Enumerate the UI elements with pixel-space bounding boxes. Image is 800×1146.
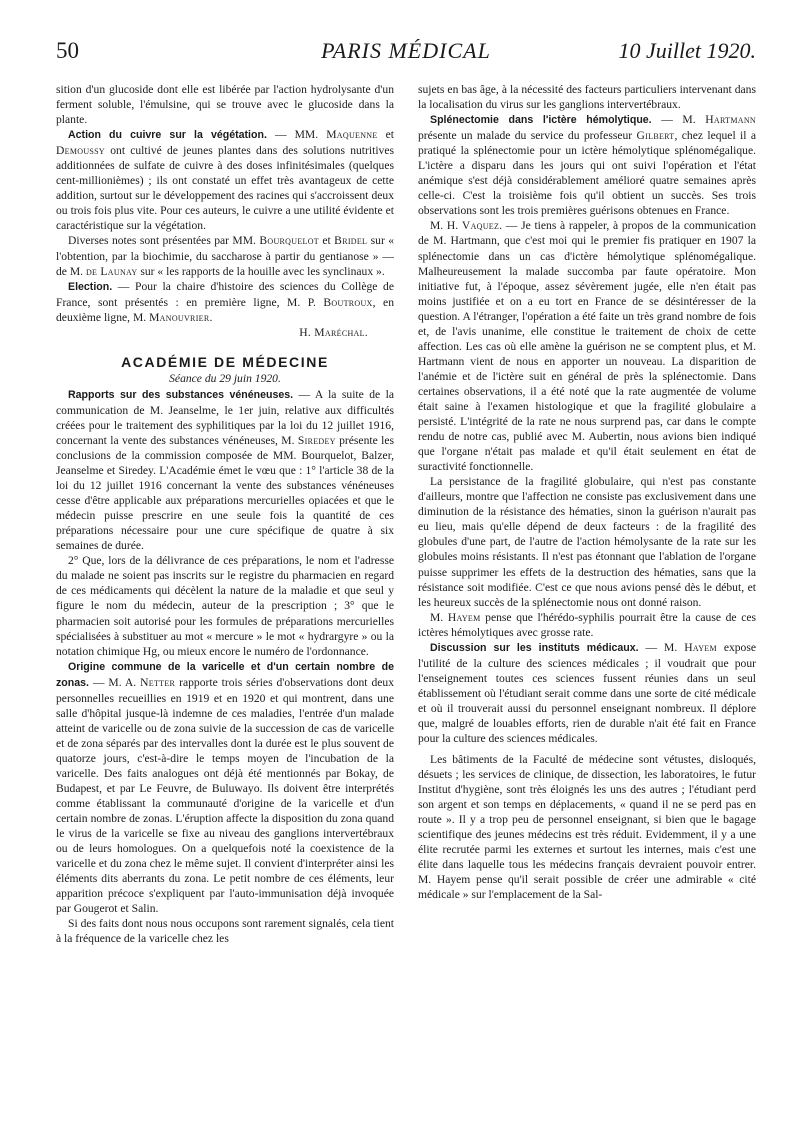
paragraph: Action du cuivre sur la végétation. — MM. Maquenne et Demoussy ont cultivé de jeunes plantes dans des solutions nutritives additionnées de sulfate de cuivre à des doses infinitésimales (quelques cent-millionièmes) ; ils ont constaté un effet très avantageux de cette addition, surtout sur le développement des racines qui s'accroissent deux ou trois fois plus vite. Pour ces auteurs, le cuivre a une utilité évidente et caractéristique sur la végétation. [56,128,394,233]
paragraph: M. H. Vaquez. — Je tiens à rappeler, à propos de la communication de M. Hartmann, que c'est moi qui le premier fis pratiquer en 1907 la splénectomie dans un cas d'ictère hémolytique splénomégalique. Malheureusement la malade succomba par faute opératoire. Mon initiative fut, à l'époque, assez sévèrement jugée, elle n'en était pas moins justifiée et on a eu tort en France de se désintéresser de la question. A l'étranger, l'opération a été faite un très grand nombre de fois et, de l'avis unanime, elle constitue le traitement de choix de cette affection. Les cas où elle amène la guérison ne se comptent plus, et M. Hartmann vient de nous en apporter un nouveau. La disparition de l'anémie et de l'ictère suit en général de près la splénectomie. Dans certaines observations, il a été noté que la rate augmentée de volume était saine à l'examen histologique et que la fragilité globulaire a persisté. L'intégrité de la rate ne nous surprend pas, car dans le compte rendu de notre cas, publié avec M. Aubertin, nous avions bien indiqué que l'organe n'était pas malade et qu'il était seulement en état de suractivité fonctionnelle. [418,219,756,474]
person-name: Siredey [297,433,336,447]
run-in-heading: Discussion sur les instituts médicaux. [430,641,639,654]
person-name: Bridel [334,234,368,248]
session-date: Séance du 29 juin 1920. [169,371,281,385]
run-in-heading: Origine commune de la varicelle et d'un certain nombre de zonas. [56,660,394,689]
page-header [56,36,756,76]
section-title: ACADÉMIE DE MÉDECINE [121,353,329,370]
run-in-heading: Rapports sur des substances vénéneuses. [68,388,294,401]
paragraph: Diverses notes sont présentées par MM. Bourquelot et Bridel sur « l'obtention, par la biochimie, du saccharose à partir du gentianose » — de M. de Launay sur « les rapports de la houille avec les synclinaux ». [56,234,394,278]
paragraph: Les bâtiments de la Faculté de médecine sont vétustes, disloqués, désuets ; les services de clinique, de dissection, les laboratoires, le futur Institut d'hygiène, sont très éloignés les uns des autres ; l'étudiant perd son argent et son temps en déplacements, « quand il ne se perd pas en route ». Il y a trop peu de personnel enseignant, si bien que le bagage scientifique des jeunes médecins est très réduit. Evidemment, il y a une élite recrutée parmi les externes et surtout les internes, mais c'est une élite dans laquelle tous les médecins français devraient pouvoir entrer. M. Hayem pense qu'il serait possible de créer une admirable « cité médicale » sur l'emplacement de la Sal- [418,753,756,902]
person-name: Netter [140,675,176,689]
paragraph: Si des faits dont nous nous occupons sont rarement signalés, cela tient à la fréquence de la varicelle chez les [56,917,394,946]
paragraph: M. Hayem pense que l'hérédo-syphilis pourrait être la cause de ces ictères hémolytiques avec grosse rate. [418,610,756,639]
person-name: Vaquez [461,219,500,233]
running-title: PARIS MÉDICAL [321,38,491,63]
person-name: Hayem [684,640,717,654]
person-name: de Launay [85,264,138,278]
person-name: Gilbert [636,129,675,143]
paragraph: Election. — Pour la chaire d'histoire des sciences du Collège de France, sont présentés : en première ligne, M. P. Boutroux, en deuxième ligne, M. Manouvrier. [56,279,394,324]
person-name: Boutroux [323,295,373,309]
right-column [418,82,756,1122]
person-name: Hayem [447,610,481,624]
paragraph: La persistance de la fragilité globulaire, qui n'est pas constante d'ailleurs, montre que l'affection ne consiste pas exclusivement dans une diminution de la résistance des hématies, sinon la guérison n'aurait pas eu lieu, mais qu'elle dépend de deux facteurs : de la fragilité des globules d'une part, de l'autre de l'action hémolysante de la rate sur les globules moins résistants. Il n'est pas étonnant que l'ablation de l'organe puisse supprimer les effets de la destruction des hématies, sans que la résistance soit modifiée. C'est ce que nous avions pensé dès le début, et les heureux succès de la splénectomie nous ont donné raison. [418,475,756,609]
paragraph: 2° Que, lors de la délivrance de ces préparations, le nom et l'adresse du malade ne soient pas inscrits sur le registre du pharmacien en regard de ces médicaments qui décèlent la nature de la maladie et que seul y figure le nom du médecin, auteur de la prescription ; 3° que le pharmacien soit autorisé pour les formules de préparations mercurielles spécialisées à substituer au mot « mercure » le mot « hydrargyre » ou la notation chimique Hg, ou mieux encore le numéro de l'ordonnance. [56,554,394,658]
paragraph: sition d'un glucoside dont elle est libérée par l'action hydrolysante d'un ferment soluble, l'émulsine, qui se trouve avec le glucoside dans la plante. [56,83,394,127]
left-column [56,82,394,1122]
run-in-heading: Action du cuivre sur la végétation. [68,129,267,142]
paragraph: Origine commune de la varicelle et d'un certain nombre de zonas. — M. A. Netter rapporte trois séries d'observations dont deux personnelles recueillies en 1919 et en 1920 et qui montrent, dans une salle d'hôpital jusque-là indemne de ces maladies, l'entrée d'un malade atteint de varicelle ou de zona suivie de la succession de cas de varicelle et de zona séparés par des intervalles dont la durée est le plus souvent de quatorze jours, c'est-à-dire le temps moyen de l'incubation de la varicelle. Des faits analogues ont déjà été mentionnés par Bokay, de Budapest, et par Le Feuvre, de Buluwayo. Ils doivent être interprétés comme établissant la communauté d'origine de la varicelle et d'un certain nombre de zonas. L'éruption affecte la disposition du zona quand le virus de la varicelle se fixe au niveau des ganglions intervertébraux ou de leurs homologues. On a quelquefois noté la coexistence de la varicelle et du zona chez le même sujet. Il convient d'interpréter ainsi les éléments dits aberrants du zona. Le petit nombre de ces éléments, leur apparition précoce s'expliquent par l'auto-immunisation déjà invoquée par Gougerot et Salin. [56,660,394,916]
person-name: Maquenne [326,128,378,142]
person-name: Demoussy [56,144,106,158]
page-number: 50 [56,38,79,63]
issue-date: 10 Juillet 1920. [618,38,756,63]
author-signature: H. Maréchal. [299,325,368,339]
person-name: Bourquelot [259,234,319,248]
run-in-heading: Splénectomie dans l'ictère hémolytique. [430,114,652,127]
paragraph: Discussion sur les instituts médicaux. — M. Hayem expose l'utilité de la culture des sciences médicales ; il voudrait que pour l'enseignement toutes ces sciences fussent réunies dans un seul établissement où l'étudiant serait comme dans une sorte de cité médicale et où il trouverait aussi du personnel enseignant nombreux. Il déplore que, malgré de louables efforts, rien de durable n'ait été fait en France pour la culture des sciences médicales. [418,640,756,746]
person-name: Manouvrier [149,310,210,324]
journal-page [56,36,756,1126]
paragraph: sujets en bas âge, à la nécessité des facteurs particuliers intervenant dans la localisation du virus sur les ganglions intervertébraux. [418,83,756,112]
text-columns [56,82,756,1122]
paragraph: Splénectomie dans l'ictère hémolytique. — M. Hartmann présente un malade du service du professeur Gilbert, chez lequel il a pratiqué la splénectomie pour un ictère hémolytique splénomégalique. L'ictère a disparu dans les jours qui ont suivi l'opération et l'état anémique s'est déjà considérablement amélioré quatre semaines après celle-ci. C'est la troisième fois qu'il obtient un succès. Ses trois observations sont les trois premières guérisons obtenues en France. [418,113,756,218]
person-name: Hartmann [705,113,756,127]
paragraph: Rapports sur des substances vénéneuses. — A la suite de la communication de M. Jeanselme, le 1er juin, relative aux difficultés créées pour le traitement des syphilitiques par la loi du 12 juillet 1916, concernant la vente des substances vénéneuses, M. Siredey présente les conclusions de la commission composée de MM. Bourquelot, Balzer, Jeanselme et Siredey. L'Académie émet le vœu que : 1° l'article 38 de la loi du 12 juillet 1916 concernant la vente des substances vénéneuses cesse d'être applicable aux préparations mercurielles opiacées et que le médecin puisse prescrire en une seule fois la quantité de ces préparations nécessaire pour une cure spécifique de quatre à six semaines de durée. [56,387,394,553]
run-in-heading: Election. [68,280,113,293]
